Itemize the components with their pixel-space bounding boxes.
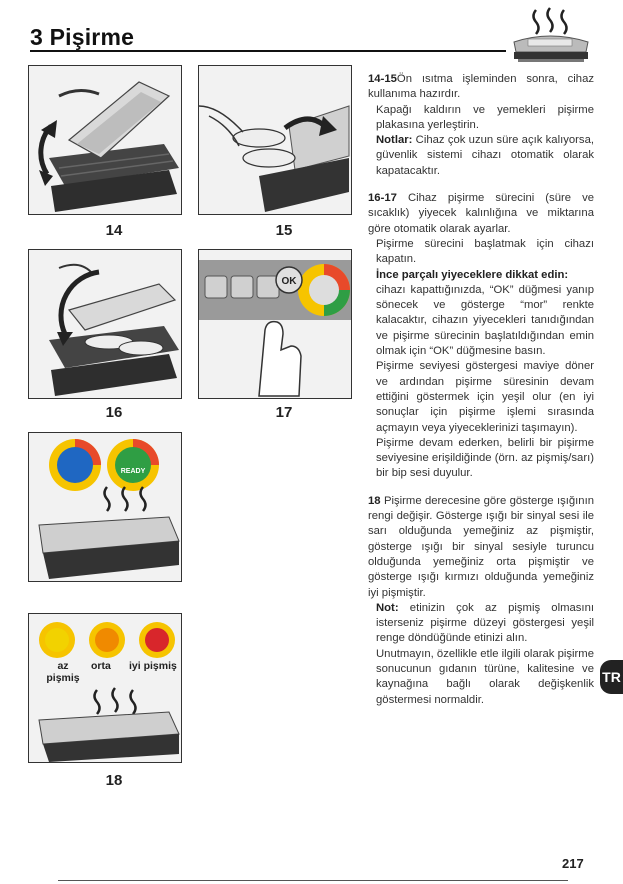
grill-closing-lid-illustration [29, 250, 181, 398]
thin-food-heading: İnce parçalı yiyeceklere dikkat edin: [376, 268, 569, 281]
page-number: 217 [562, 856, 584, 871]
indicator-blue-green-illustration [29, 433, 181, 581]
ok-button-label: OK [281, 276, 297, 287]
grill-header-icon [506, 6, 594, 64]
level-rare-label: az pişmiş [46, 660, 80, 684]
step-18-note: Not: etinizin çok az pişmiş olmasını isterseniz pişirme düzeyi göstergesi yeşil renge döndüğünde etinizi alın. [376, 601, 594, 645]
figure-16 [28, 249, 182, 399]
step-14-15: 14-15Ön ısıtma işleminden sonra, cihaz kullanıma hazırdır. [368, 73, 594, 101]
figure-17-number: 17 [275, 404, 293, 421]
level-well-done-label: iyi pişmiş [129, 660, 177, 672]
step-14-15-note: Notlar: Cihaz çok uzun süre açık kalıyorsa, güvenlik sistemi cihazı otomatik olarak kapatacaktır. [376, 134, 594, 177]
indicator-doneness-levels-illustration [29, 614, 181, 762]
ready-label: READY [120, 468, 146, 475]
language-tab: TR [600, 660, 623, 694]
bottom-rule [58, 880, 568, 881]
figure-18-number: 18 [105, 772, 123, 789]
step-18: 18 Pişirme derecesine göre gösterge ışığının rengi değişir. Gösterge ışığı bir sinyal sesi ile sarı olduğunda yemeğiniz az pişmiştir, gösterge ışığı bir sinyal sesiyle turuncu olduğunda yemeğiniz orta pişmiştir ve gösterge ışığı kırmızı olduğunda yemeğiniz iyi pişmiştir. [368, 494, 594, 599]
figure-17 [198, 249, 352, 399]
figure-14-number: 14 [105, 222, 123, 239]
figure-18-bottom [28, 613, 182, 763]
grill-open-lid-illustration [29, 66, 181, 214]
level-medium-label: orta [91, 660, 111, 672]
page-title: 3 Pişirme [30, 24, 135, 50]
figure-15 [198, 65, 352, 215]
control-panel-ok-press-illustration [199, 250, 351, 398]
figure-14 [28, 65, 182, 215]
grill-food-placement-illustration [199, 66, 351, 214]
step-16-17: 16-17 Cihaz pişirme sürecini (süre ve sıcaklık) yiyecek kalınlığına ve miktarına göre otomatik olarak ayarlar. [368, 192, 594, 235]
figure-16-number: 16 [105, 404, 123, 421]
figure-15-number: 15 [275, 222, 293, 239]
instructions-text: 14-15Ön ısıtma işleminden sonra, cihaz kullanıma hazırdır. Kapağı kaldırın ve yemekleri pişirme plakasına yerleştirin. Notlar: Cihaz çok uzun süre açık kalıyorsa, güvenlik sistemi cihazı otomatik olarak kapatacaktır. 16-17 Cihaz pişirme sürecini (süre ve sıcaklık) yiyecek kalınlığına ve miktarına göre otomatik olarak ayarlar. Pişirme sürecini başlatmak için cihazı kapatın. İnce parçalı yiyeceklere dikkat edin: cihazı kapattığınızda, “OK” düğmesi yanıp sönecek ve gösterge “mor” renkte kalacaktır, cihazın yiyecekleri tanıdığından ve pişirme sürecinin başlatıldığından emin olmak için “OK” düğmesine basın. Pişirme seviyesi göstergesi maviye döner ve ardından pişirme süresinin devam ettiğini göstermek için yeşil olur (en iyi sonuçlar için pişirme işlemi sırasında açmayın veya yiyeceklerinizi taşımayın). Pişirme devam ederken, belirli bir pişirme seviyesine erişildiğinde (örn. az pişmiş/sarı) bir bip sesi duyulur. 18 Pişirme derecesine göre gösterge ışığının rengi değişir. Gösterge ışığı bir sinyal sesi ile sarı olduğunda yemeğiniz az pişmiştir, gösterge ışığı bir sinyal sesiyle turuncu olduğunda yemeğiniz orta pişmiştir ve gösterge ışığı kırmızı olduğunda yemeğiniz iyi pişmiştir. Not: etinizin çok az pişmiş olmasını isterseniz pişirme düzeyi göstergesi yeşil renge döndüğünde etinizi alın. Unutmayın, özellikle etle ilgili olarak pişirme sonucunun gıdanın türüne, kalitesine ve kaynağına bağlı olarak değişkenlik göstermesi normaldir. [368, 73, 594, 706]
figure-18-top [28, 432, 182, 582]
